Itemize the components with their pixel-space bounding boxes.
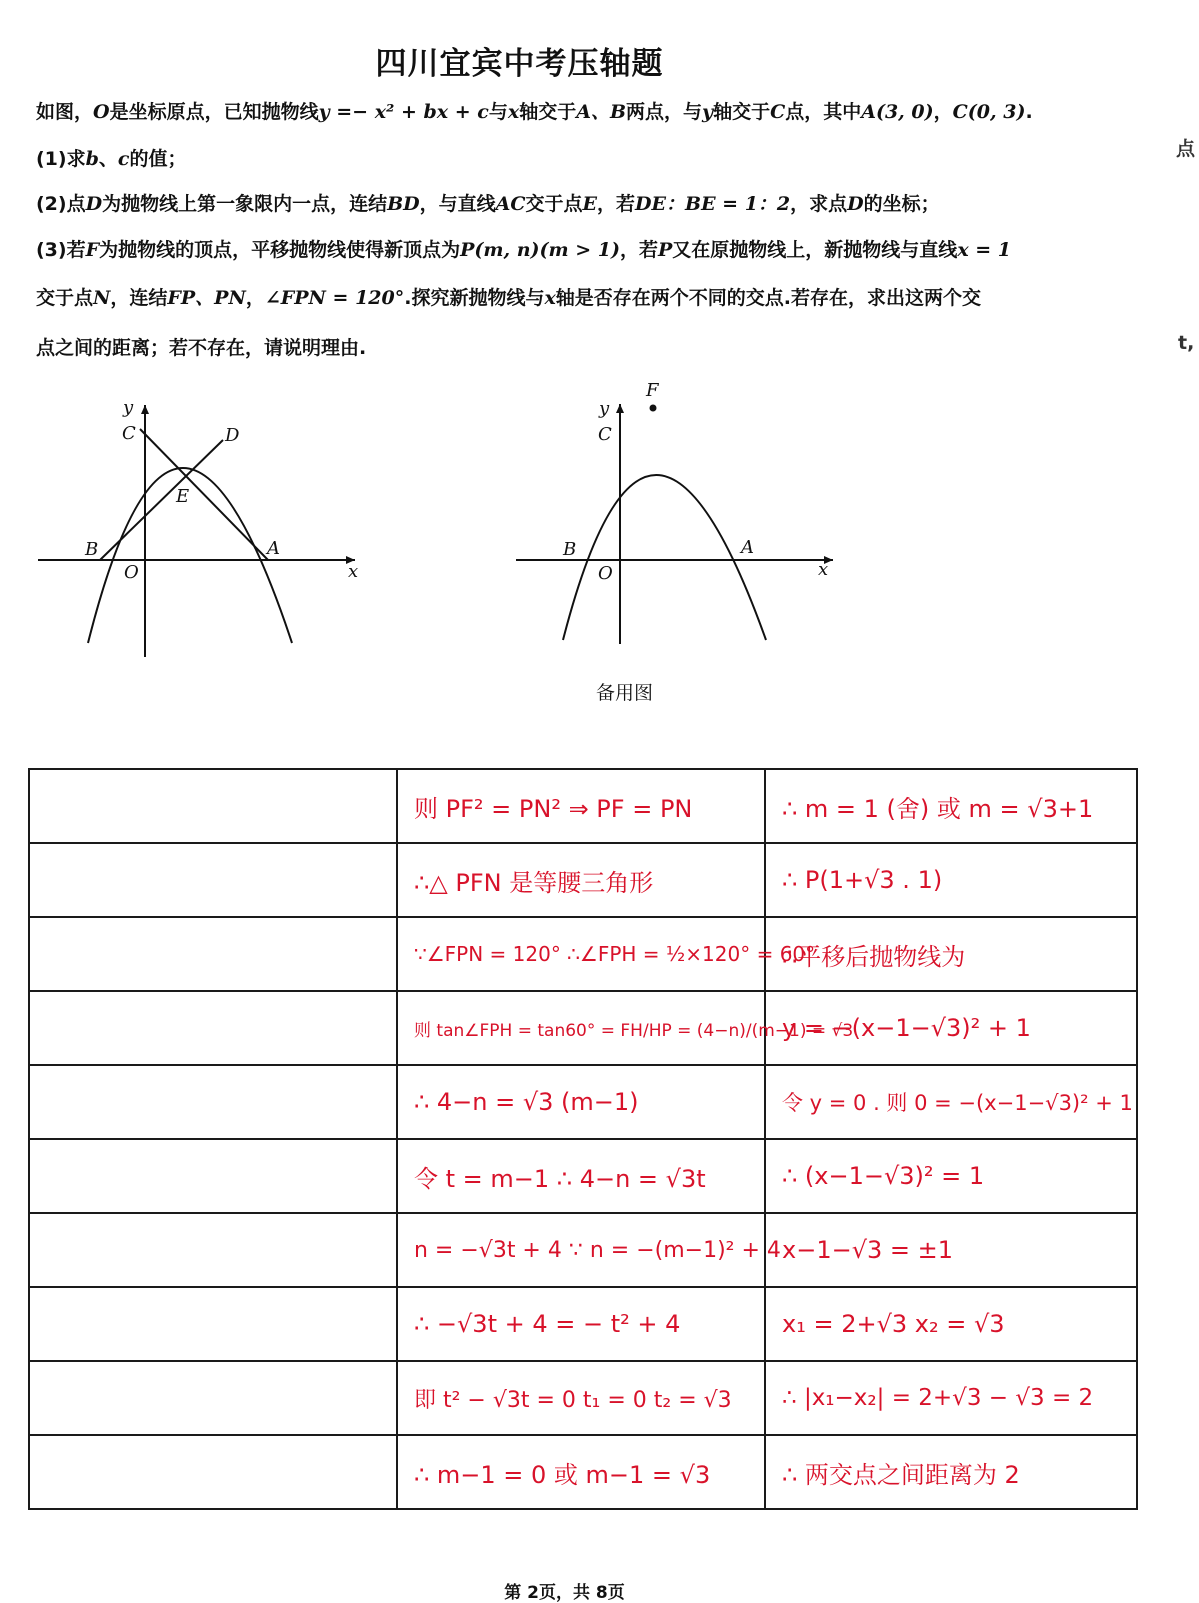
solution-cell [29,1213,397,1287]
label-o: O [124,562,139,583]
table-row [29,1139,1137,1213]
line-ac [140,429,268,560]
edge-text-1: 点 [1176,138,1196,160]
problem-intro: 如图，O是坐标原点，已知抛物线y =− x² + bx + c与x轴交于A、B两点，与y轴交于C点，其中A(3, 0)，C(0, 3). [36,101,1033,123]
label-y: y [123,397,134,418]
line-bd [100,440,223,560]
label-a: A [741,537,754,558]
solution-cell [29,769,397,843]
solution-cell: 即 t² − √3t = 0 t₁ = 0 t₂ = √3 [397,1361,765,1435]
y-axis-arrow [616,404,624,413]
table-row [29,769,1137,843]
label-b: B [563,539,577,560]
figure-2-caption: 备用图 [596,682,654,704]
solution-cell: ∴ m = 1 (舍) 或 m = √3+1 [765,769,1137,843]
parabola-curve [563,475,766,640]
label-x: x [348,561,359,582]
table-row [29,1065,1137,1139]
solution-cell [29,1361,397,1435]
table-row [29,843,1137,917]
label-d: D [225,425,240,446]
solution-cell: ∴△ PFN 是等腰三角形 [397,843,765,917]
label-b: B [85,539,99,560]
table-row [29,1435,1137,1509]
page-footer: 第 2页，共 8页 [504,1583,625,1603]
solution-cell: ∴ −√3t + 4 = − t² + 4 [397,1287,765,1361]
label-f: F [646,380,659,401]
solution-cell: ∴ P(1+√3 . 1) [765,843,1137,917]
figure-2 [508,382,848,657]
solution-cell [29,1139,397,1213]
solution-cell: ∴ 两交点之间距离为 2 [765,1435,1137,1509]
solution-cell: x₁ = 2+√3 x₂ = √3 [765,1287,1137,1361]
table-row [29,917,1137,991]
solution-cell [29,917,397,991]
solution-cell [29,843,397,917]
solution-cell: x−1−√3 = ±1 [765,1213,1137,1287]
solution-cell: y = −(x−1−√3)² + 1 [765,991,1137,1065]
solution-cell: ∵∠FPN = 120° ∴∠FPH = ½×120° = 60° [397,917,765,991]
label-c: C [122,423,136,444]
label-x: x [818,559,829,580]
solution-table [28,768,1138,1510]
edge-text-2: t, [1178,332,1195,354]
label-y: y [599,398,610,419]
solution-cell: ∴ 4−n = √3 (m−1) [397,1065,765,1139]
solution-cell [29,991,397,1065]
parabola-curve [88,468,292,643]
solution-cell: n = −√3t + 4 ∵ n = −(m−1)² + 4 [397,1213,765,1287]
label-c: C [598,424,612,445]
solution-cell [29,1287,397,1361]
page-title: 四川宜宾中考压轴题 [375,46,664,82]
question-3-line-2: 交于点N，连结FP、PN，∠FPN = 120°.探究新抛物线与x轴是否存在两个不同的交点.若存在，求出这两个交 [36,287,982,309]
label-o: O [598,563,613,584]
label-a: A [267,538,280,559]
table-row [29,1213,1137,1287]
question-1: (1)求b、c的值； [36,148,187,170]
solution-cell: 则 tan∠FPH = tan60° = FH/HP = (4−n)/(m−1) = √3 [397,991,765,1065]
solution-cell [29,1435,397,1509]
solution-cell: 令 t = m−1 ∴ 4−n = √3t [397,1139,765,1213]
y-axis-arrow [141,405,149,414]
solution-cell: 则 PF² = PN² ⇒ PF = PN [397,769,765,843]
table-row [29,991,1137,1065]
figure-1 [30,395,370,670]
solution-cell: ∴ m−1 = 0 或 m−1 = √3 [397,1435,765,1509]
solution-cell [29,1065,397,1139]
question-3-line-1: (3)若F为抛物线的顶点，平移抛物线使得新顶点为P(m, n)(m > 1)，若P又在原抛物线上，新抛物线与直线x = 1 [36,239,1012,261]
solution-cell: ∴平移后抛物线为 [765,917,1137,991]
solution-cell: 令 y = 0 . 则 0 = −(x−1−√3)² + 1 [765,1065,1137,1139]
table-row [29,1287,1137,1361]
solution-cell: ∴ |x₁−x₂| = 2+√3 − √3 = 2 [765,1361,1137,1435]
question-3-line-3: 点之间的距离；若不存在，请说明理由. [36,337,367,359]
question-2: (2)点D为抛物线上第一象限内一点，连结BD，与直线AC交于点E，若DE：BE = 1：2，求点D的坐标； [36,193,940,215]
solution-cell: ∴ (x−1−√3)² = 1 [765,1139,1137,1213]
label-e: E [176,486,190,507]
vertex-point [650,405,657,412]
table-row [29,1361,1137,1435]
